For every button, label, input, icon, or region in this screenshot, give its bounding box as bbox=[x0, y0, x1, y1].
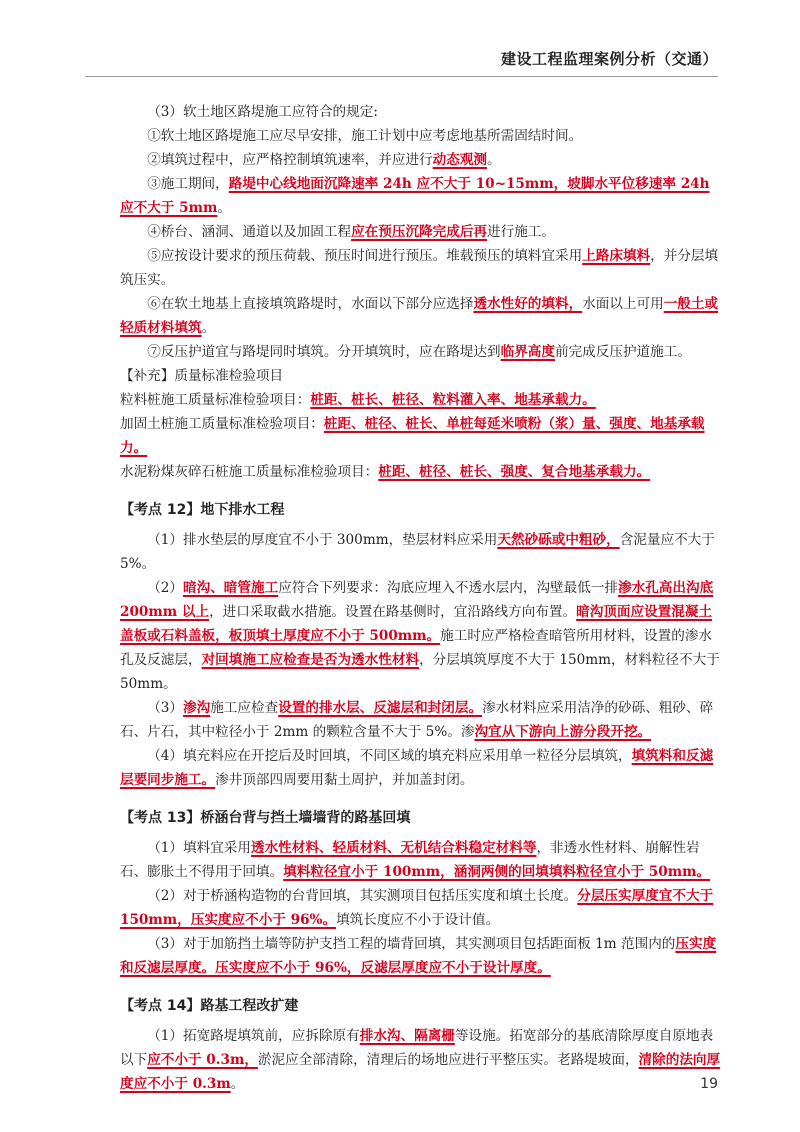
page-number: 19 bbox=[700, 1076, 718, 1092]
highlight: 桩距、桩长、桩径、粒料灌入率、地基承载力。 bbox=[310, 392, 596, 408]
highlight: 排水沟、隔离栅 bbox=[359, 1028, 455, 1044]
highlight: 暗沟、暗管施工 bbox=[183, 580, 279, 596]
soft-soil-item-4: ④桥台、涵洞、通道以及加固工程应在预压沉降完成后再进行施工。 bbox=[147, 224, 555, 240]
highlight: 对回填施工应检查是否为透水性材料 bbox=[201, 652, 420, 668]
page-body bbox=[120, 100, 725, 1096]
highlight: 路堤中心线地面沉降速率 24h 应不大于 10~15mm，坡脚水平位移速率 24h 应不大于 5mm bbox=[120, 176, 710, 216]
highlight: 渗水孔高出沟底 200mm 以上 bbox=[120, 580, 714, 620]
kp13-para-3: （3）对于加筋挡土墙等防护支挡工程的墙背回填，其实测项目包括距面板 1m 范围内的压实度和反滤层厚度。压实度应不小于 96%，反滤层厚度应不小于设计厚度。 bbox=[120, 936, 717, 976]
highlight: 一般土或轻质材料填筑 bbox=[120, 296, 719, 336]
soft-soil-item-5: ⑤应按设计要求的预压荷载、预压时间进行预压。堆载预压的填料宜采用上路床填料，并分层填筑压实。 bbox=[120, 248, 719, 288]
highlight: 透水性好的填料， bbox=[473, 296, 583, 312]
highlight: 上路床填料 bbox=[582, 248, 651, 264]
highlight: 压实度和反滤层厚度。压实度应不小于 96%，反滤层厚度应不小于设计厚度。 bbox=[120, 936, 717, 976]
soft-soil-item-7: ⑦反压护道宜与路堤同时填筑。分开填筑时，应在路堤达到临界高度前完成反压护道施工。 bbox=[147, 344, 691, 360]
header-rule bbox=[85, 76, 718, 77]
soft-soil-title: （3）软土地区路堤施工应符合的规定: bbox=[147, 104, 378, 120]
kp12-para-1: （1）排水垫层的厚度宜不小于 300mm，垫层材料应采用天然砂砾或中粗砂，含泥量应不大于 5%。 bbox=[120, 532, 715, 572]
section-heading-kp14: 【考点 14】路基工程改扩建 bbox=[120, 998, 299, 1014]
kp13-para-1: （1）填料宜采用透水性材料、轻质材料、无机结合料稳定材料等，非透水性材料、崩解性岩石、膨胀土不得用于回填。填料粒径宜小于 100mm，涵洞两侧的回填填料粒径宜小于 50mm。 bbox=[120, 840, 711, 880]
supplement-row-3: 水泥粉煤灰碎石桩施工质量标准检验项目：桩距、桩径、桩长、强度、复合地基承载力。 bbox=[120, 464, 651, 480]
highlight: 透水性材料、轻质材料、无机结合料稳定材料等 bbox=[251, 840, 537, 856]
highlight: 渗沟 bbox=[183, 700, 211, 716]
highlight: 桩距、桩径、桩长、强度、复合地基承载力。 bbox=[378, 464, 651, 480]
supplement-row-1: 粒料桩施工质量标准检验项目：桩距、桩长、桩径、粒料灌入率、地基承载力。 bbox=[120, 392, 596, 408]
kp13-para-2: （2）对于桥涵构造物的台背回填，其实测项目包括压实度和填土长度。分层压实厚度宜不大于 150mm，压实度应不小于 96%。填筑长度应不小于设计值。 bbox=[120, 888, 714, 928]
section-heading-kp13: 【考点 13】桥涵台背与挡土墙墙背的路基回填 bbox=[120, 810, 411, 826]
kp12-para-4: （4）填充料应在开挖后及时回填，不同区域的填充料应采用单一粒径分层填筑，填筑料和反滤层要同步施工。渗井顶部四周要用黏土周护，并加盖封闭。 bbox=[120, 748, 714, 788]
highlight: 沟宜从下游向上游分段开挖。 bbox=[474, 724, 652, 740]
supplement-row-2: 加固土桩施工质量标准检验项目：桩距、桩径、桩长、单桩每延米喷粉（浆）量、强度、地基承载力。 bbox=[120, 416, 705, 456]
highlight: 桩距、桩径、桩长、单桩每延米喷粉（浆）量、强度、地基承载力。 bbox=[120, 416, 705, 456]
highlight: 填筑料和反滤层要同步施工。 bbox=[120, 748, 714, 788]
supplement-label: 【补充】质量标准检验项目 bbox=[120, 368, 284, 384]
highlight: 临界高度 bbox=[500, 344, 555, 360]
highlight: 分层压实厚度宜不大于 150mm，压实度应不小于 96%。 bbox=[120, 888, 714, 928]
highlight: 天然砂砾或中粗砂， bbox=[497, 532, 620, 548]
highlight: 填料粒径宜小于 100mm，涵洞两侧的回填填料粒径宜小于 50mm。 bbox=[283, 864, 711, 880]
kp12-para-3: （3）渗沟施工应检查设置的排水层、反滤层和封闭层。渗水材料应采用洁净的砂砾、粗砂、碎石、片石，其中粒径小于 2mm 的颗粒含量不大于 5%。渗沟宜从下游向上游分段开挖。 bbox=[120, 700, 714, 740]
soft-soil-item-6: ⑥在软土地基上直接填筑路堤时，水面以下部分应选择透水性好的填料，水面以上可用一般土或轻质材料填筑。 bbox=[120, 296, 719, 336]
highlight: 设置的排水层、反滤层和封闭层。 bbox=[278, 700, 483, 716]
highlight: 动态观测 bbox=[432, 152, 488, 168]
running-header: 建设工程监理案例分析（交通） bbox=[500, 50, 718, 68]
soft-soil-item-3: ③施工期间，路堤中心线地面沉降速率 24h 应不大于 10~15mm，坡脚水平位移速率 24h 应不大于 5mm。 bbox=[120, 176, 710, 216]
highlight: 应在预压沉降完成后再 bbox=[351, 224, 488, 240]
highlight: 应不小于 0.3m， bbox=[147, 1052, 258, 1068]
soft-soil-item-1: ①软土地区路堤施工应尽早安排，施工计划中应考虑地基所需固结时间。 bbox=[147, 128, 583, 144]
section-heading-kp12: 【考点 12】地下排水工程 bbox=[120, 502, 285, 518]
kp12-para-2: （2）暗沟、暗管施工应符合下列要求：沟底应埋入不透水层内，沟壁最低一排渗水孔高出沟底 200mm 以上，进口采取截水措施。设置在路基侧时，宜沿路线方向布置。暗沟顶面应设置混凝土盖板或石料盖板，板顶填土厚度应不小于 500mm。施工时应严格检查暗管所用材料，设置的渗水孔及反滤层，对回填施工应检查是否为透水性材料，分层填筑厚度不大于 150mm，材料粒径不大于 50mm。 bbox=[120, 580, 720, 692]
highlight: 暗沟顶面应设置混凝土盖板或石料盖板，板顶填土厚度应不小于 500mm。 bbox=[120, 604, 713, 644]
soft-soil-item-2: ②填筑过程中，应严格控制填筑速率，并应进行动态观测。 bbox=[147, 152, 501, 168]
kp14-para-1: （1）拓宽路堤填筑前，应拆除原有排水沟、隔离栅等设施。拓宽部分的基底清除厚度自原地表以下应不小于 0.3m，淤泥应全部清除，清理后的场地应进行平整压实。老路堤坡面，清除的法向厚度应不小于 0.3m。 bbox=[120, 1028, 721, 1092]
highlight: 清除的法向厚度应不小于 0.3m bbox=[120, 1052, 721, 1092]
